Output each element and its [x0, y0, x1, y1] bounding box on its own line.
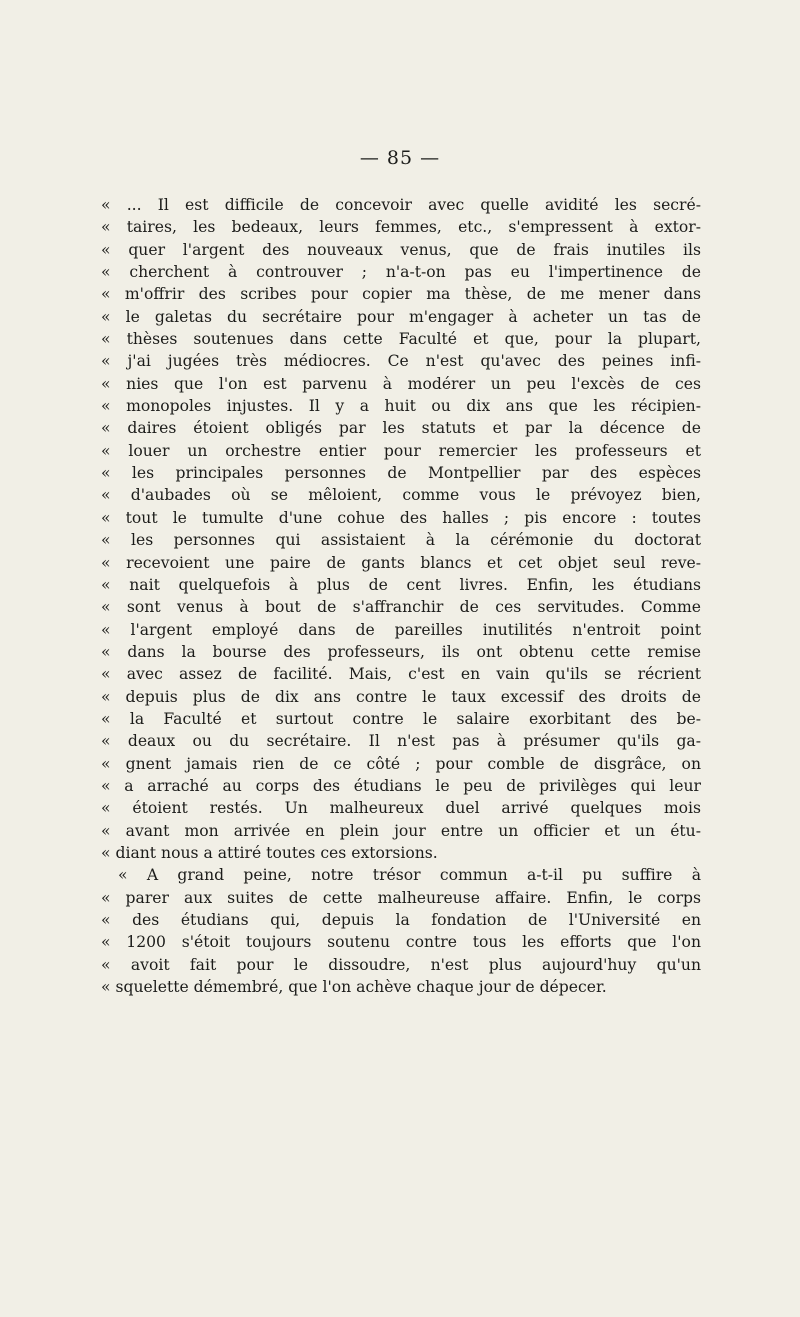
text-line: « j'ai jugées très médiocres. Ce n'est qu'avec des peines infi- — [101, 352, 701, 371]
text-line: « tout le tumulte d'une cohue des halles ; pis encore : toutes — [101, 508, 701, 527]
text-line: « parer aux suites de cette malheureuse affaire. Enfin, le corps — [101, 888, 701, 907]
text-line: « diant nous a attiré toutes ces extorsions. — [101, 843, 438, 862]
text-line: « d'aubades où se mêloient, comme vous le prévoyez bien, — [101, 486, 701, 505]
text-line: « squelette démembré, que l'on achève chaque jour de dépecer. — [101, 978, 607, 997]
text-line: « taires, les bedeaux, leurs femmes, etc., s'empressent à extor- — [101, 218, 701, 237]
text-line: « avoit fait pour le dissoudre, n'est plus aujourd'huy qu'un — [101, 955, 701, 974]
text-line: « m'offrir des scribes pour copier ma thèse, de me mener dans — [101, 285, 701, 304]
text-line: « quer l'argent des nouveaux venus, que de frais inutiles ils — [101, 240, 701, 259]
body-text — [101, 194, 701, 998]
text-line: « sont venus à bout de s'affranchir de ces servitudes. Comme — [101, 598, 701, 617]
text-line: « deaux ou du secrétaire. Il n'est pas à présumer qu'ils ga- — [101, 732, 701, 751]
text-line: « des étudians qui, depuis la fondation de l'Université en — [101, 911, 701, 929]
text-line: « A grand peine, notre trésor commun a-t-il pu suffire à — [118, 866, 701, 885]
text-line: « avec assez de facilité. Mais, c'est en vain qu'ils se récrient — [101, 665, 701, 684]
text-line: « gnent jamais rien de ce côté ; pour comble de disgrâce, on — [101, 754, 701, 773]
text-line: « 1200 s'étoit toujours soutenu contre tous les efforts que l'on — [101, 933, 701, 952]
text-line: « thèses soutenues dans cette Faculté et que, pour la plupart, — [101, 330, 701, 349]
page-number: — 85 — — [359, 147, 441, 169]
text-line: « nies que l'on est parvenu à modérer un peu l'excès de ces — [101, 374, 701, 393]
text-line: « cherchent à controuver ; n'a-t-on pas eu l'impertinence de — [101, 263, 701, 282]
text-line: « dans la bourse des professeurs, ils ont obtenu cette remise — [101, 642, 701, 661]
text-line: « depuis plus de dix ans contre le taux excessif des droits de — [101, 687, 701, 706]
paragraph-2 — [101, 864, 701, 998]
text-line: « étoient restés. Un malheureux duel arrivé quelques mois — [101, 799, 701, 818]
text-line: « daires étoient obligés par les statuts et par la décence de — [101, 419, 701, 438]
text-line: « les personnes qui assistaient à la cérémonie du doctorat — [101, 531, 701, 550]
text-line: « l'argent employé dans de pareilles inutilités n'entroit point — [101, 620, 701, 639]
text-line: « les principales personnes de Montpellier par des espèces — [101, 464, 701, 483]
text-line: « nait quelquefois à plus de cent livres. Enfin, les étudians — [101, 575, 701, 594]
text-line: « a arraché au corps des étudians le peu de privilèges qui leur — [101, 776, 701, 795]
text-line: « monopoles injustes. Il y a huit ou dix ans que les récipien- — [101, 397, 701, 416]
text-line: « louer un orchestre entier pour remercier les professeurs et — [101, 441, 701, 460]
text-line: « la Faculté et surtout contre le salaire exorbitant des be- — [101, 709, 701, 728]
text-line: « ... Il est difficile de concevoir avec quelle avidité les secré- — [101, 196, 701, 214]
text-line: « avant mon arrivée en plein jour entre un officier et un étu- — [101, 821, 701, 840]
paragraph-1 — [101, 194, 701, 864]
text-line: « recevoient une paire de gants blancs et cet objet seul reve- — [101, 553, 701, 572]
text-line: « le galetas du secrétaire pour m'engager à acheter un tas de — [101, 307, 701, 326]
